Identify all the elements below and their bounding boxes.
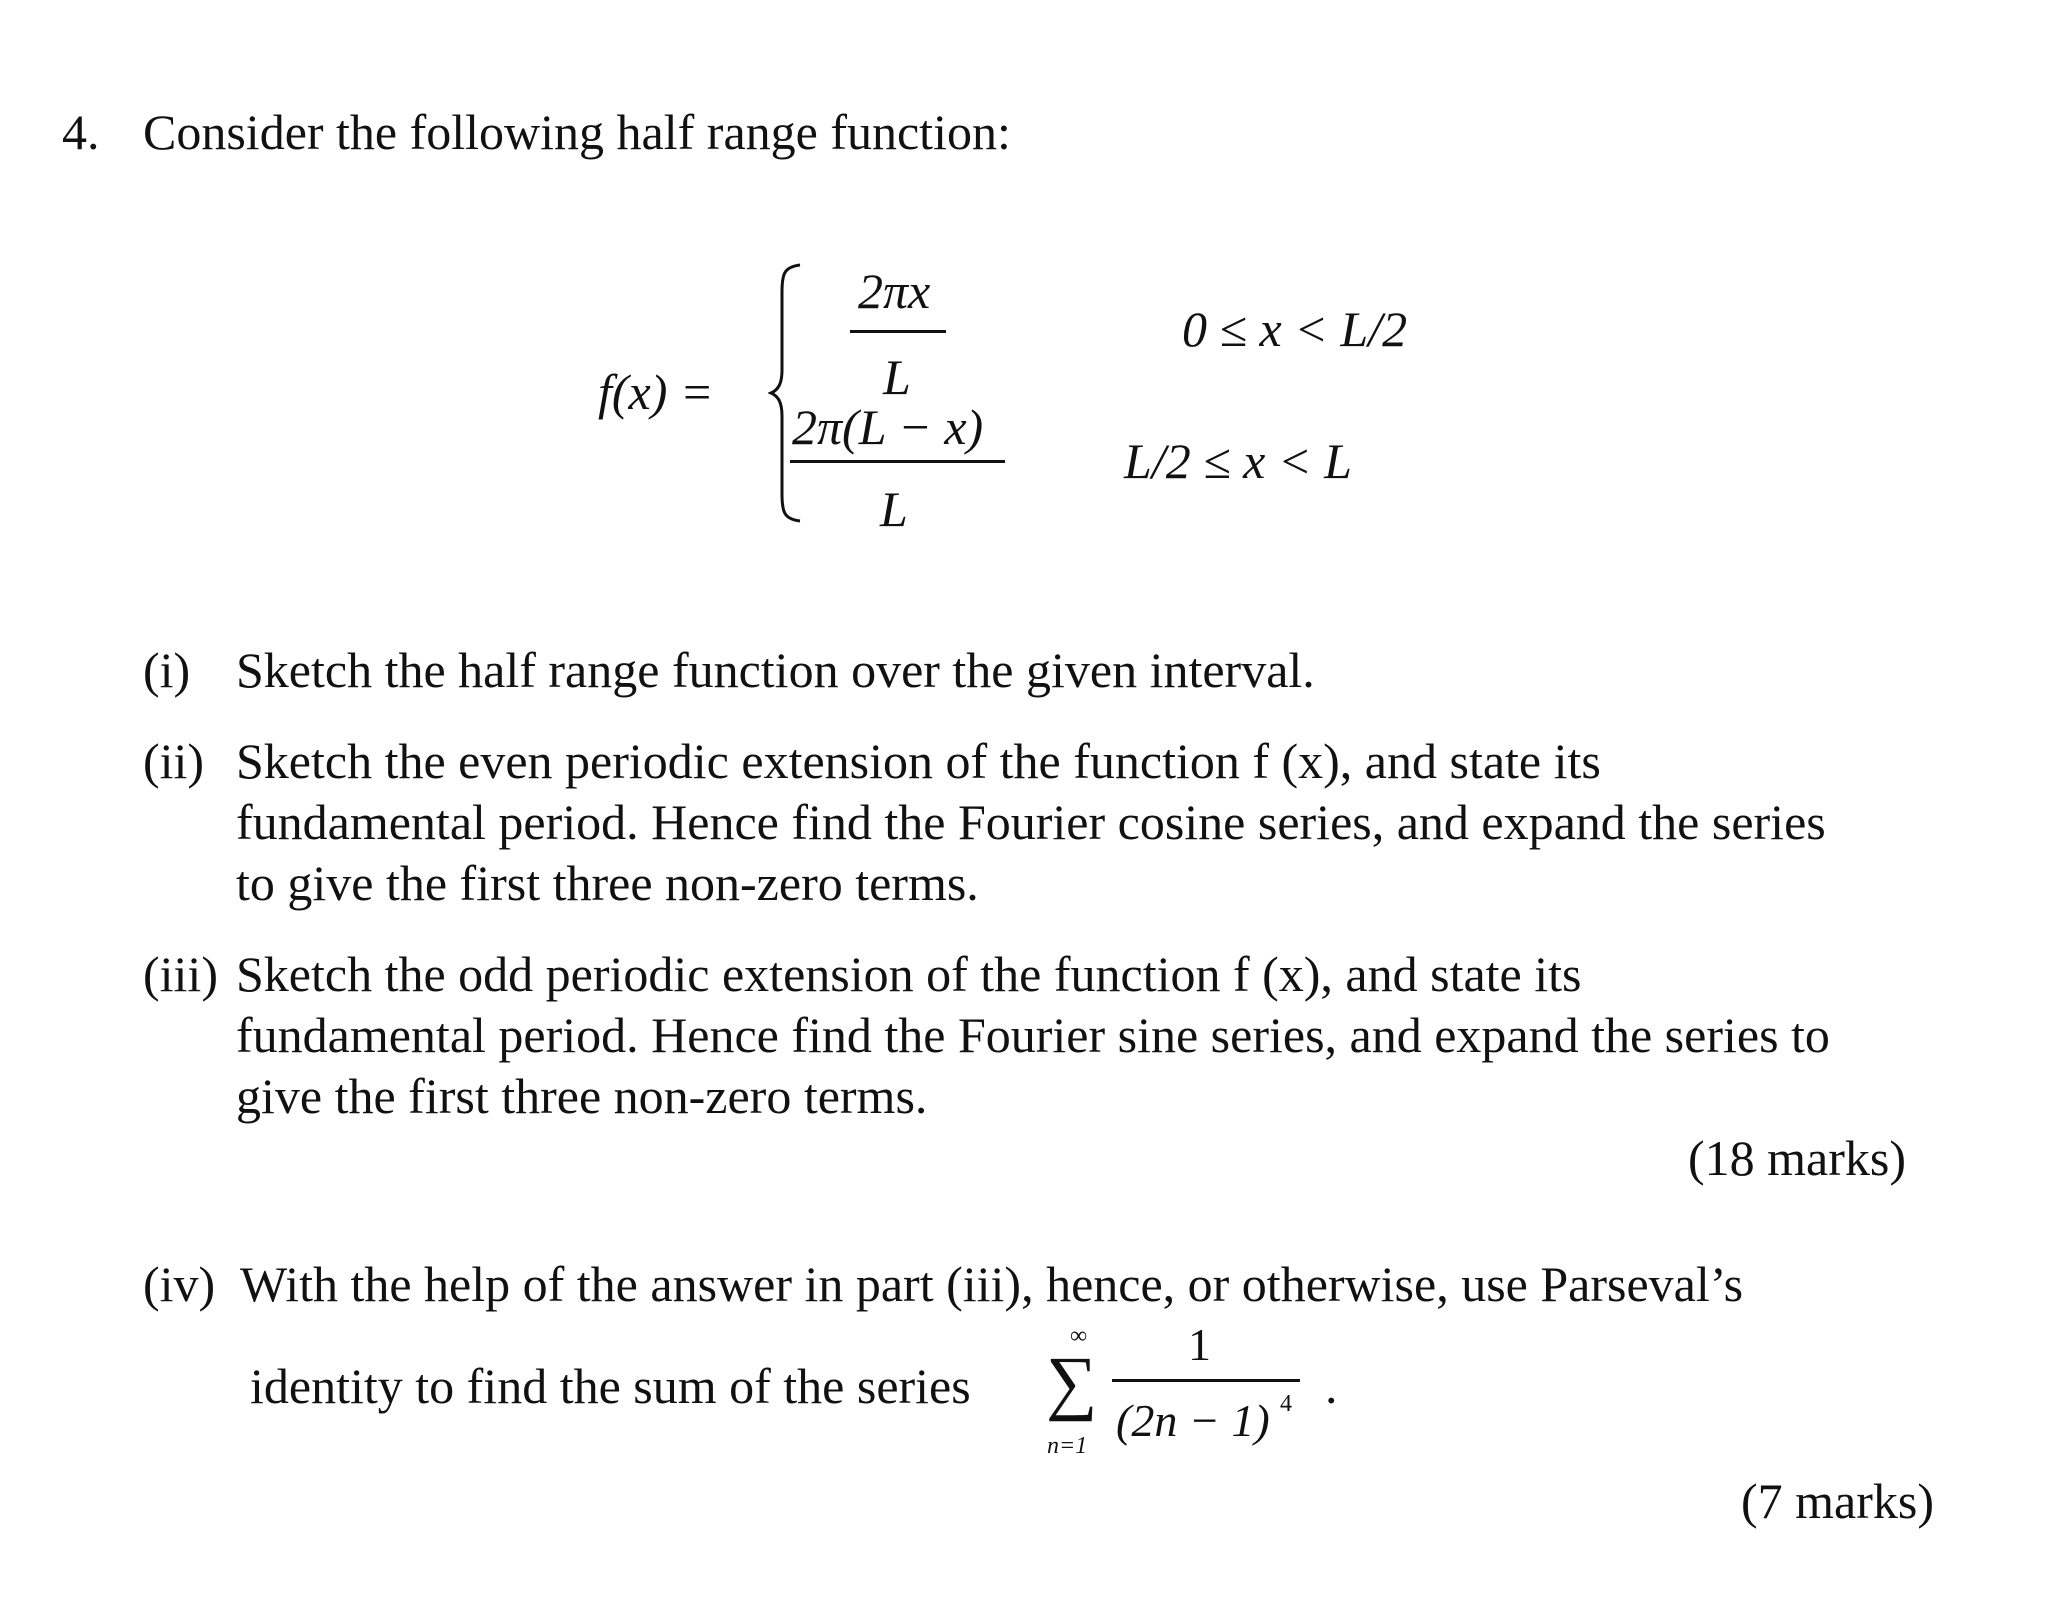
piece1-fraction-bar: [850, 330, 946, 333]
series-numerator: 1: [1188, 1319, 1211, 1370]
part-i-label: (i): [143, 642, 191, 698]
part-ii-line3: to give the first three non-zero terms.: [236, 855, 979, 911]
question-intro: Consider the following half range function:: [143, 104, 1011, 160]
piece1-condition: 0 ≤ x < L/2: [1182, 301, 1408, 357]
piece1-numerator: 2πx: [858, 263, 931, 319]
piece2-denominator: L: [880, 481, 908, 537]
part-iii-line1: Sketch the odd periodic extension of the function f (x), and state its: [236, 946, 1582, 1002]
piece1-denominator: L: [883, 349, 911, 405]
part-iv-line1: With the help of the answer in part (iii), hence, or otherwise, use Parseval’s: [240, 1256, 1744, 1312]
sum-lower-limit: n=1: [1047, 1433, 1088, 1459]
sum-upper-limit: ∞: [1070, 1323, 1088, 1349]
series-fraction-bar: [1112, 1379, 1300, 1382]
part-iv-label: (iv): [143, 1256, 216, 1312]
series-end-punct: .: [1325, 1358, 1338, 1414]
piece2-condition: L/2 ≤ x < L: [1124, 433, 1352, 489]
part-ii-line2: fundamental period. Hence find the Fourier cosine series, and expand the series: [236, 794, 1826, 850]
part-iii-line3: give the first three non-zero terms.: [236, 1068, 928, 1124]
piece2-fraction-bar: [790, 460, 1005, 463]
question-number: 4.: [62, 104, 100, 160]
piecewise-brace: [768, 262, 806, 524]
part-ii-line1: Sketch the even periodic extension of the function f (x), and state its: [236, 733, 1601, 789]
part-iii-line2: fundamental period. Hence find the Fourier sine series, and expand the series to: [236, 1007, 1830, 1063]
series-denominator: (2n − 1): [1116, 1395, 1270, 1446]
function-lhs: f(x) =: [598, 364, 714, 420]
part-i-line1: Sketch the half range function over the given interval.: [236, 642, 1315, 698]
piece2-numerator: 2π(L − x): [792, 399, 984, 455]
marks-7: (7 marks): [1741, 1473, 1934, 1529]
sum-symbol: ∑: [1046, 1342, 1098, 1422]
part-ii-label: (ii): [143, 733, 205, 789]
part-iv-line2: identity to find the sum of the series: [250, 1358, 971, 1414]
part-iii-label: (iii): [143, 946, 218, 1002]
series-exponent: 4: [1280, 1391, 1292, 1417]
marks-18: (18 marks): [1688, 1130, 1906, 1186]
